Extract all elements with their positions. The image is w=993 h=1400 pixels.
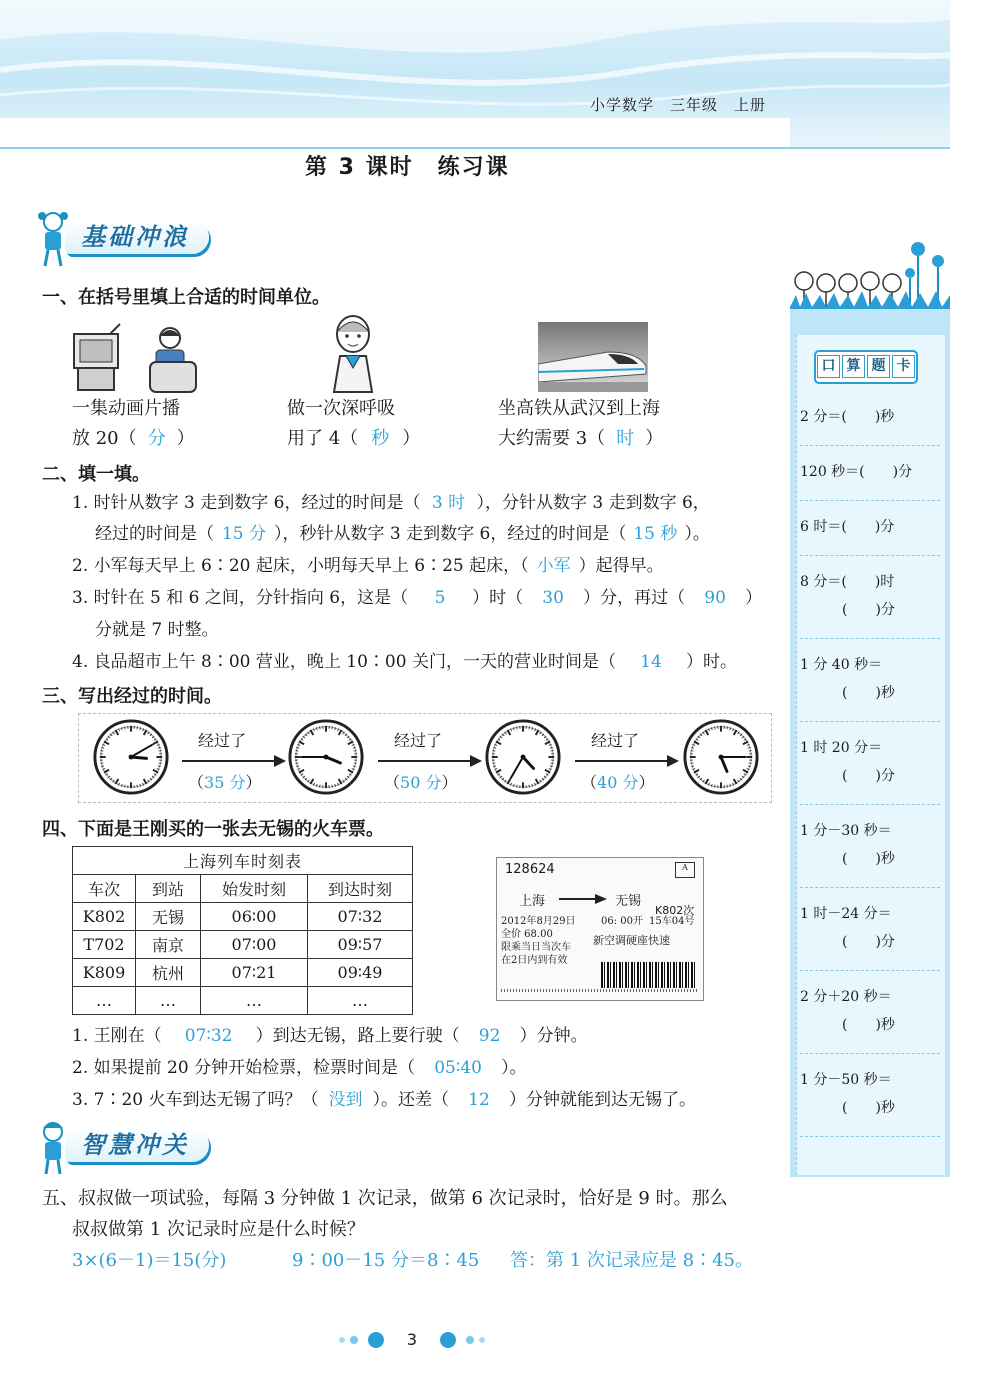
q4-s3-answer-arrived[interactable]: 没到 (328, 1090, 363, 1110)
timetable-header-depart: 始发时刻 (201, 875, 308, 903)
side-title-char: 算 (842, 355, 865, 378)
side-item-text: 1 分－50 秒＝ (800, 1072, 892, 1088)
subject-label: 小学数学 三年级 上册 (590, 96, 767, 114)
timetable-caption: 上海列车时刻表 (73, 847, 413, 875)
table-cell: 06∶00 (201, 903, 308, 931)
q1-item3-line1: 坐高铁从武汉到上海 (498, 398, 660, 419)
ticket-footer-strip (501, 989, 697, 992)
q3-arrow-2 (378, 730, 478, 800)
table-cell: … (308, 987, 413, 1015)
table-cell: … (73, 987, 136, 1015)
side-item-text: 8 分＝( )时 (800, 574, 895, 590)
side-title-char: 题 (867, 355, 890, 378)
mental-math-card (790, 225, 950, 1177)
table-cell: 杭州 (136, 959, 201, 987)
table-cell: … (136, 987, 201, 1015)
breathing-woman-illustration (326, 312, 380, 394)
q1-item1-line2: 放 20（ 分 ） (72, 428, 195, 449)
right-arrow-icon (575, 754, 679, 768)
side-item-9[interactable] (800, 983, 940, 1054)
table-cell: … (201, 987, 308, 1015)
q2-s1-answer-hour[interactable]: 3 时 (431, 493, 466, 513)
ticket-number: 128624 (505, 862, 555, 877)
q4-s2-answer[interactable]: 05∶40 (434, 1058, 482, 1078)
ticket-from: 上海 (519, 894, 546, 909)
side-item-text: ( )分 (842, 768, 895, 784)
page-number: 3 (406, 1330, 418, 1349)
clock-4-icon (682, 718, 760, 796)
right-arrow-icon (182, 754, 286, 768)
passed-label-1: 经过了 (198, 731, 247, 750)
side-item-6[interactable] (800, 734, 940, 805)
side-item-text: 6 时＝( )分 (800, 519, 895, 535)
q5-answer-conclusion[interactable]: 答：第 1 次记录应是 8∶45。 (510, 1250, 753, 1271)
right-arrow-icon (378, 754, 482, 768)
q2-s1-answer-second[interactable]: 15 秒 (633, 524, 678, 544)
q1-answer-3[interactable]: 时 (616, 428, 635, 449)
section-title-basic: 基础冲浪 (65, 220, 209, 254)
q2-s1-line2: 经过的时间是（ 15 分 ），秒针从数字 3 走到数字 6，经过的时间是（ 15 秒 ）。 (95, 524, 710, 544)
side-item-1[interactable] (800, 403, 940, 446)
side-item-text: 1 时 20 分＝ (800, 740, 883, 756)
q2-s3-answer-wait[interactable]: 90 (704, 588, 726, 608)
section-title-wisdom: 智慧冲关 (65, 1128, 209, 1162)
table-cell: 09∶49 (308, 959, 413, 987)
side-card-decoration (790, 225, 950, 320)
side-item-text: ( )秒 (842, 1017, 895, 1033)
table-cell: T702 (73, 931, 136, 959)
passed-label-2: 经过了 (394, 731, 443, 750)
q4-s2-line: 2. 如果提前 20 分钟开始检票，检票时间是（ 05∶40 ）。 (72, 1058, 527, 1078)
side-item-2[interactable] (800, 458, 940, 501)
side-item-3[interactable] (800, 513, 940, 556)
table-cell: 无锡 (136, 903, 201, 931)
q1-item2-line2: 用了 4（ 秒 ） (287, 428, 421, 449)
side-title-char: 口 (817, 355, 840, 378)
ticket-barcode (601, 962, 697, 988)
side-item-text: 120 秒＝( )分 (800, 464, 913, 480)
q1-item3-line2: 大约需要 3（ 时 ） (498, 428, 664, 449)
clock-3-icon (484, 718, 562, 796)
side-item-text: 2 分＋20 秒＝ (800, 989, 892, 1005)
ticket-seat: 15车04号 (649, 916, 695, 927)
table-cell: 07∶00 (201, 931, 308, 959)
ticket-to: 无锡 (615, 894, 642, 909)
ticket-train: K802次 (655, 904, 695, 917)
ticket-note2: 在2日内到有效 (501, 955, 568, 966)
q1-answer-2[interactable]: 秒 (371, 428, 390, 449)
q2-s4-answer[interactable]: 14 (640, 652, 662, 672)
q4-s3-answer-remaining[interactable]: 12 (468, 1090, 490, 1110)
q5-line1: 五、叔叔做一项试验，每隔 3 分钟做 1 次记录，做第 6 次记录时，恰好是 9 时。那么 (42, 1188, 728, 1209)
child-watching-tv-illustration (72, 322, 204, 394)
q2-s1-answer-minute[interactable]: 15 分 (221, 524, 267, 544)
q3-answer-1[interactable]: 35 分 (204, 773, 246, 792)
q3-answer-wrap-3: （40 分） (581, 773, 655, 792)
timetable-header-arrive: 到达时刻 (308, 875, 413, 903)
ticket-stamp-icon: A (675, 862, 695, 878)
q2-s2-answer[interactable]: 小军 (536, 556, 571, 576)
clock-1-icon (92, 718, 170, 796)
passed-label-3: 经过了 (591, 731, 640, 750)
q5-answer-step1[interactable]: 3×(6－1)＝15(分) (72, 1250, 227, 1271)
timetable-header-station: 到站 (136, 875, 201, 903)
q4-s3-line: 3. 7∶20 火车到达无锡了吗？（ 没到 ）。还差（ 12 ）分钟就能到达无锡了。 (72, 1090, 696, 1110)
q2-s3-line2: 分就是 7 时整。 (95, 620, 219, 640)
table-cell: K809 (73, 959, 136, 987)
q4-s1-answer-arrival[interactable]: 07∶32 (184, 1026, 233, 1046)
timetable-header-train: 车次 (73, 875, 136, 903)
q1-item2-line1: 做一次深呼吸 (287, 398, 395, 419)
header-divider (0, 147, 950, 149)
side-item-7[interactable] (800, 817, 940, 888)
q2-s3-answer-hour[interactable]: 5 (434, 588, 446, 608)
q4-s1-line: 1. 王刚在（ 07∶32 ）到达无锡，路上要行驶（ 92 ）分钟。 (72, 1026, 588, 1046)
side-item-5[interactable] (800, 651, 940, 722)
q5-answer-step2[interactable]: 9∶00－15 分＝8∶45 (292, 1250, 480, 1271)
page-footer (330, 1322, 495, 1358)
side-item-4[interactable] (800, 568, 940, 639)
side-item-text: 1 时－24 分＝ (800, 906, 892, 922)
table-row (73, 931, 413, 959)
ticket-depart: 06: 00开 (601, 916, 643, 927)
side-title-char: 卡 (892, 355, 915, 378)
section-banner-wisdom (35, 1122, 235, 1166)
q1-item1-line1: 一集动画片播 (72, 398, 180, 419)
side-item-text: 1 分 40 秒＝ (800, 657, 883, 673)
side-item-text: 1 分－30 秒＝ (800, 823, 892, 839)
table-cell: 07∶21 (201, 959, 308, 987)
table-row (73, 903, 413, 931)
table-row (73, 987, 413, 1015)
train-ticket (496, 857, 704, 1001)
q4-title: 四、下面是王刚买的一张去无锡的火车票。 (42, 819, 384, 840)
ticket-note1: 限乘当日当次车 (501, 942, 571, 953)
ticket-price: 全价 68.00 (501, 929, 553, 940)
side-item-text: 2 分＝( )秒 (800, 409, 895, 425)
q2-s1-line1: 1. 时针从数字 3 走到数字 6，经过的时间是（ 3 时 ），分针从数字 3 走到数字 6， (72, 493, 710, 513)
q3-answer-wrap-1: （35 分） (188, 773, 262, 792)
q2-s3-answer-minute[interactable]: 30 (542, 588, 564, 608)
train-timetable (72, 846, 413, 1015)
table-cell: 07∶32 (308, 903, 413, 931)
q1-answer-1[interactable]: 分 (147, 428, 166, 449)
side-card-title (814, 350, 918, 384)
high-speed-train-photo (538, 322, 648, 392)
q3-answer-3[interactable]: 40 分 (597, 773, 639, 792)
side-item-text: ( )分 (842, 934, 895, 950)
q2-s4-line: 4. 良品超市上午 8∶00 营业，晚上 10∶00 关门，一天的营业时间是（ 14 ）时。 (72, 652, 737, 672)
clock-2-icon (287, 718, 365, 796)
header-wave-decoration (0, 0, 950, 148)
q2-title: 二、填一填。 (42, 464, 150, 485)
table-cell: K802 (73, 903, 136, 931)
ticket-arrow-icon (559, 894, 609, 904)
q3-arrow-3 (575, 730, 675, 800)
table-row (73, 959, 413, 987)
table-cell: 南京 (136, 931, 201, 959)
side-item-10[interactable] (800, 1066, 940, 1137)
q5-line2: 叔叔做第 1 次记录时应是什么时候？ (72, 1219, 365, 1240)
q3-title: 三、写出经过的时间。 (42, 686, 222, 707)
q3-arrow-1 (182, 730, 282, 800)
q4-s1-answer-duration[interactable]: 92 (478, 1026, 501, 1046)
table-cell: 09∶57 (308, 931, 413, 959)
ticket-date: 2012年8月29日 (501, 916, 576, 927)
page-header (0, 0, 950, 148)
section-banner-basic (35, 214, 235, 258)
side-item-text: ( )分 (842, 602, 895, 618)
q2-s3-line1: 3. 时针在 5 和 6 之间，分针指向 6，这是（ 5 ）时（ 30 ）分，再过（ 90 ） (72, 588, 763, 608)
lesson-title: 第 3 课时 练习课 (305, 155, 510, 180)
q3-answer-2[interactable]: 50 分 (400, 773, 442, 792)
side-item-text: ( )秒 (842, 851, 895, 867)
q1-title: 一、在括号里填上合适的时间单位。 (42, 287, 330, 308)
side-item-text: ( )秒 (842, 685, 895, 701)
q2-s2-line: 2. 小军每天早上 6∶20 起床，小明每天早上 6∶25 起床，（ 小军 ）起得早。 (72, 556, 664, 576)
q3-answer-wrap-2: （50 分） (384, 773, 458, 792)
timetable-header-row (73, 875, 413, 903)
side-item-8[interactable] (800, 900, 940, 971)
side-item-text: ( )秒 (842, 1100, 895, 1116)
ticket-type: 新空调硬座快速 (593, 934, 670, 947)
kids-flowers-illustration (790, 225, 950, 320)
